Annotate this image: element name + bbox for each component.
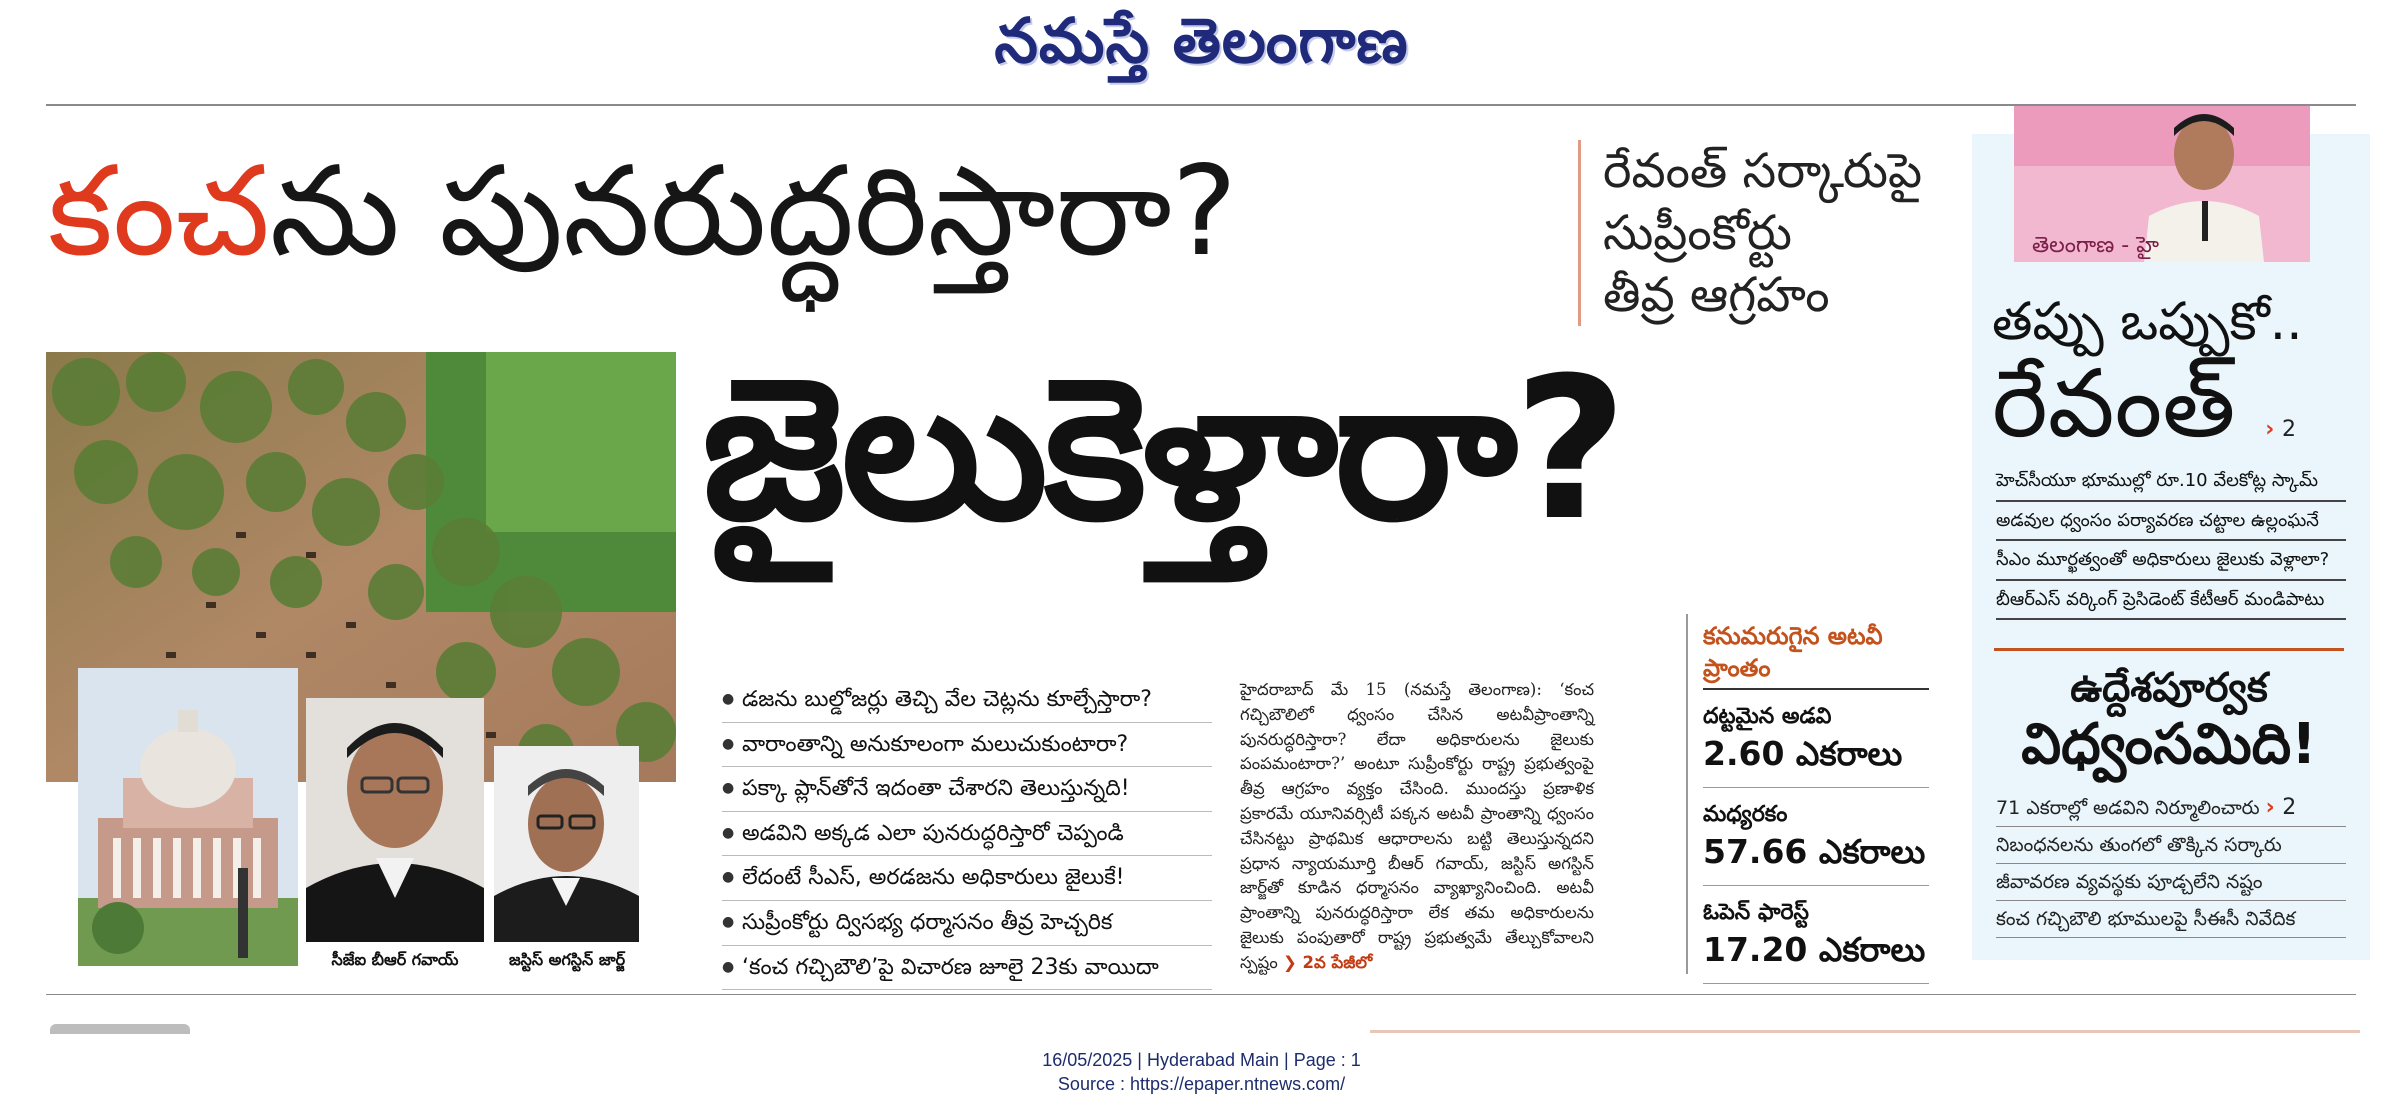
- right-bullets-2: [1996, 790, 2346, 938]
- page-ref-number: 2: [2282, 795, 2297, 820]
- big-headline: జైలుకెళ్తారా?: [702, 336, 1624, 564]
- page-ref-2[interactable]: › 2: [2265, 795, 2297, 820]
- key-point: ● అడవిని అక్కడ ఎలా పునరుద్ధరిస్తారో చెప్పండి: [722, 812, 1212, 857]
- right-bullet: నిబంధనలను తుంగలో తొక్కిన సర్కారు: [1996, 827, 2346, 864]
- fact-label: దట్టమైన అడవి: [1703, 704, 1832, 729]
- continued-arrow-icon: ❯: [1282, 952, 1303, 972]
- fact-value: 57.66 ఎకరాలు: [1703, 832, 1929, 886]
- key-point: ● వారాంతాన్ని అనుకూలంగా మలుచుకుంటారా?: [722, 723, 1212, 768]
- fact-label: మధ్యరకం: [1703, 802, 1788, 827]
- article-body: [1240, 678, 1594, 976]
- justice-portrait-photo: [494, 746, 639, 942]
- justice-caption: జస్టిస్ అగస్టిన్ జార్జ్: [508, 950, 626, 969]
- right-bullet: హెచ్‌సీయూ భూముల్లో రూ.10 వేలకోట్ల స్కామ్: [1996, 462, 2346, 502]
- right-bullet: అడవుల ధ్వంసం పర్యావరణ చట్టాల ఉల్లంఘనే: [1996, 502, 2346, 542]
- key-point: ● సుప్రీంకోర్టు ద్విసభ్య ధర్మాసనం తీవ్ర హెచ్చరిక: [722, 901, 1212, 946]
- footer-date-line: 16/05/2025 | Hyderabad Main | Page : 1: [1042, 1050, 1361, 1070]
- page-ref-number: 2: [2282, 417, 2296, 442]
- lead-headline: [48, 140, 1238, 284]
- next-story-strip-right: [1370, 1030, 2360, 1033]
- fact-value: 2.60 ఎకరాలు: [1703, 734, 1929, 788]
- key-point: ● పక్కా ప్లాన్‌తోనే ఇదంతా చేశారని తెలుస్తున్నది!: [722, 767, 1212, 812]
- next-story-strip: [50, 1024, 190, 1034]
- fact-value: 17.20 ఎకరాలు: [1703, 930, 1929, 984]
- right-bullet: కంచ గచ్చిబౌలి భూములపై సీఈసీ నివేదిక: [1996, 901, 2346, 938]
- lead-headline-rest: ను పునరుద్ధరిస్తారా?: [269, 140, 1238, 284]
- article-continued-link[interactable]: 2వ పేజీలో: [1302, 952, 1373, 972]
- ktr-photo-banner: తెలంగాణ - హై: [2032, 233, 2159, 258]
- bottom-rule: [46, 994, 2356, 995]
- lead-headline-red: కంచ: [48, 140, 270, 284]
- supreme-court-sidebox: [1578, 140, 1983, 326]
- key-point: ● డజను బుల్డోజర్లు తెచ్చి వేల చెట్లను కూల్చేస్తారా?: [722, 678, 1212, 723]
- right-subheadline-1: ఉద్దేశపూర్వక: [1994, 648, 2344, 721]
- ktr-photo: [2014, 106, 2310, 262]
- masthead-title: నమస్తే తెలంగాణ: [994, 4, 1409, 77]
- supreme-court-building-photo: [78, 668, 298, 966]
- right-bullet: బీఆర్‌ఎస్ వర్కింగ్ ప్రెసిడెంట్ కేటీఆర్ మండిపాటు: [1996, 581, 2346, 621]
- page-ref[interactable]: › 2: [2265, 417, 2296, 442]
- right-bullet: [1996, 790, 2346, 827]
- right-bullet-text: 71 ఎకరాల్లో అడవిని నిర్మూలించారు: [1996, 797, 2260, 819]
- right-subheadline-2: విధ్వంసమిది!: [2021, 712, 2317, 777]
- key-point: ● లేదంటే సీఎస్, అరడజను అధికారులు జైలుకే!: [722, 856, 1212, 901]
- forest-fact-box: [1703, 620, 1929, 984]
- key-point: ● ‘కంచ గచ్చిబౌలి’పై విచారణ జూలై 23కు వాయిదా: [722, 946, 1212, 991]
- masthead-rule: [46, 104, 2356, 106]
- footer-source-line[interactable]: Source : https://epaper.ntnews.com/: [1057, 1074, 1346, 1094]
- right-bullet: సీఎం మూర్ఖత్వంతో అధికారులు జైలుకు వెళ్లాలా?: [1996, 541, 2346, 581]
- cji-caption: సీజేఐ బీఆర్ గవాయ్: [331, 950, 459, 969]
- right-bullet: జీవావరణ వ్యవస్థకు పూడ్చలేని నష్టం: [1996, 864, 2346, 901]
- key-points-list: [722, 678, 1212, 990]
- sidebox-line: రేవంత్ సర్కారుపై: [1603, 143, 1923, 199]
- sidebox-line: సుప్రీంకోర్టు: [1603, 205, 1793, 261]
- cji-portrait-photo: [306, 698, 484, 942]
- sidebox-line: తీవ్ర ఆగ్రహం: [1603, 267, 1830, 323]
- fact-label: ఓపెన్ ఫారెస్ట్: [1703, 900, 1809, 925]
- column-divider: [1686, 614, 1688, 974]
- article-text: హైదరాబాద్ మే 15 (నమస్తే తెలంగాణ): ‘కంచ గచ్చిబౌలిలో ధ్వంసం చేసిన అటవీప్రాంతాన్ని పునరుద్ధరిస్తారా? లేదా అధికారులను జైలుకు పంపమంటారా?’ అంటూ సుప్రీంకోర్టు రాష్ట్ర ప్రభుత్వంపై తీవ్ర ఆగ్రహం వ్యక్తం చేసింది. ముందస్తు ప్రణాళిక ప్రకారమే యూనివర్సిటీ పక్కన అటవీ ప్రాంతాన్ని ధ్వంసం చేసినట్టు ప్రాథమిక ఆధారాలను బట్టి తెలుస్తున్నదని ప్రధాన న్యాయమూర్తి బీఆర్ గవాయ్, జస్టిస్ అగస్టిన్ జార్జ్‌తో కూడిన ధర్మాసనం వ్యాఖ్యానించింది. అటవీ ప్రాంతాన్ని పునరుద్ధరిస్తారా లేక తమ అధికారులను జైలుకు పంపుతారో రాష్ట్ర ప్రభుత్వమే తేల్చుకోవాలని స్పష్టం: [1240, 680, 1594, 972]
- right-headline-line1: తప్పు ఒప్పుకో..: [1992, 292, 2303, 352]
- factbox-title: కనుమరుగైన అటవీ ప్రాంతం: [1703, 620, 1929, 690]
- right-bullets: [1996, 462, 2346, 620]
- right-headline-text: రేవంత్: [1992, 350, 2236, 459]
